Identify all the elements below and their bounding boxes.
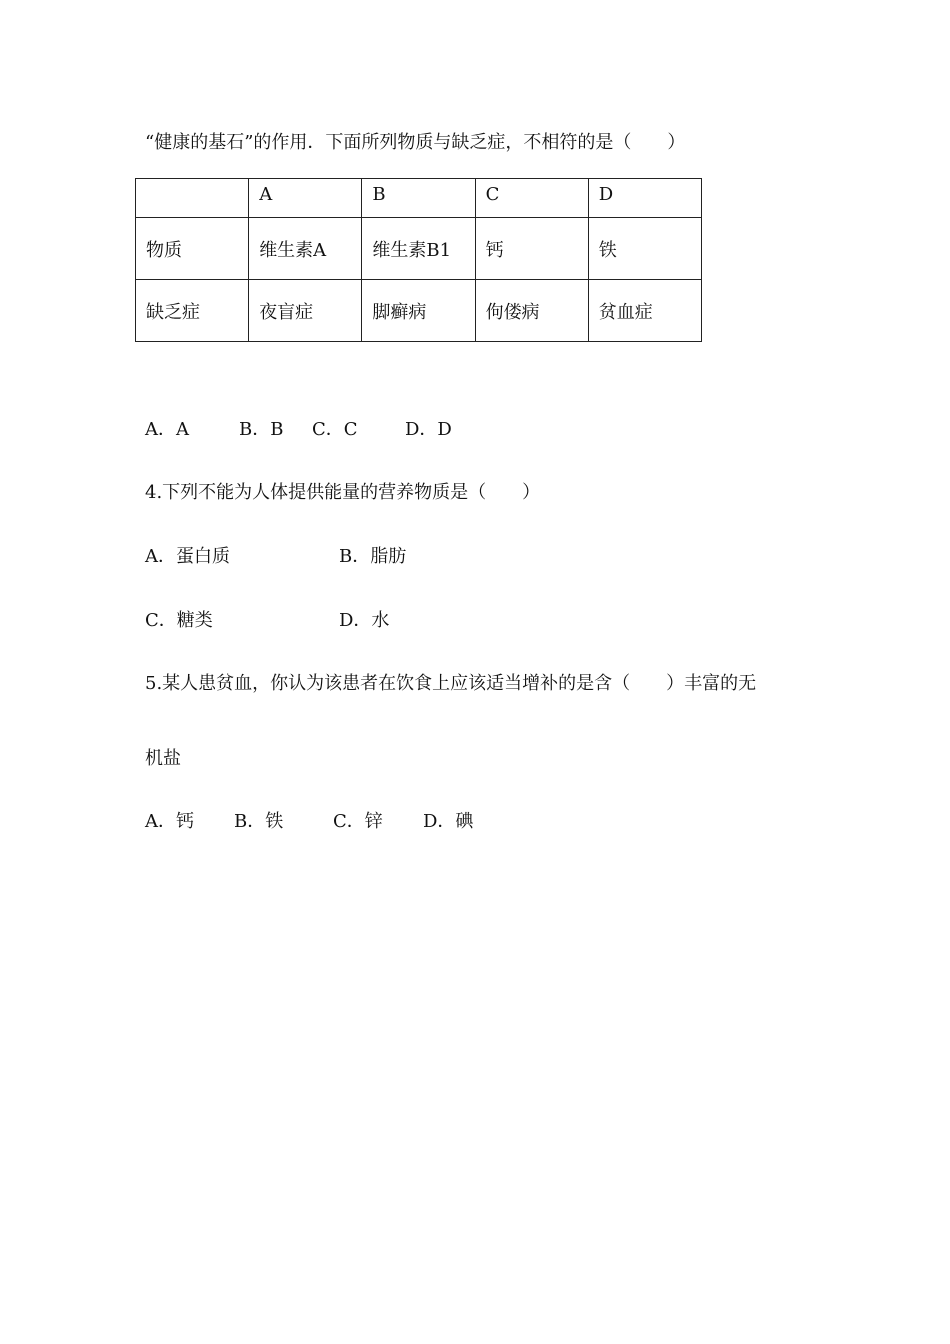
option-b: B．铁: [234, 811, 284, 832]
question-4-options-row: [145, 610, 389, 632]
option-c: C．锌: [333, 811, 383, 832]
table-cell: 夜盲症: [249, 280, 362, 342]
question-5-stem: 5.某人患贫血，你认为该患者在饮食上应该适当增补的是含（ ）丰富的无: [145, 673, 757, 694]
option-b: B．B: [239, 419, 284, 440]
question-5-options: [145, 811, 473, 833]
table-cell: D: [588, 179, 701, 218]
table-cell: B: [362, 179, 475, 218]
option-c: C．糖类: [145, 610, 213, 631]
table-cell: 维生素B1: [362, 218, 475, 280]
option-a: A．蛋白质: [145, 546, 230, 567]
table-cell: 铁: [588, 218, 701, 280]
table-cell: 佝偻病: [475, 280, 588, 342]
question-4-options-row: [145, 546, 406, 568]
table-cell: A: [249, 179, 362, 218]
table-cell: 缺乏症: [136, 280, 249, 342]
table-cell: [136, 179, 249, 218]
table-cell: 维生素A: [249, 218, 362, 280]
option-d: D．碘: [423, 811, 474, 832]
table-cell: 脚癣病: [362, 280, 475, 342]
table-cell: 物质: [136, 218, 249, 280]
table-row: [136, 218, 702, 280]
option-c: C．C: [312, 419, 358, 440]
option-b: B．脂肪: [339, 546, 407, 567]
question-3-options: [145, 419, 452, 441]
table-header-row: [136, 179, 702, 218]
question-4-stem: 4.下列不能为人体提供能量的营养物质是（ ）: [145, 482, 541, 503]
question-3-stem: “健康的基石”的作用．下面所列物质与缺乏症，不相符的是（ ）: [145, 132, 686, 153]
option-a: A．A: [145, 419, 189, 440]
option-a: A．钙: [145, 811, 194, 832]
table-cell: C: [475, 179, 588, 218]
nutrient-deficiency-table: [135, 178, 702, 342]
table-cell: 钙: [475, 218, 588, 280]
table-row: [136, 280, 702, 342]
question-5-stem-continued: 机盐: [145, 748, 181, 769]
option-d: D．水: [339, 610, 390, 631]
table-cell: 贫血症: [588, 280, 701, 342]
option-d: D．D: [405, 419, 452, 440]
